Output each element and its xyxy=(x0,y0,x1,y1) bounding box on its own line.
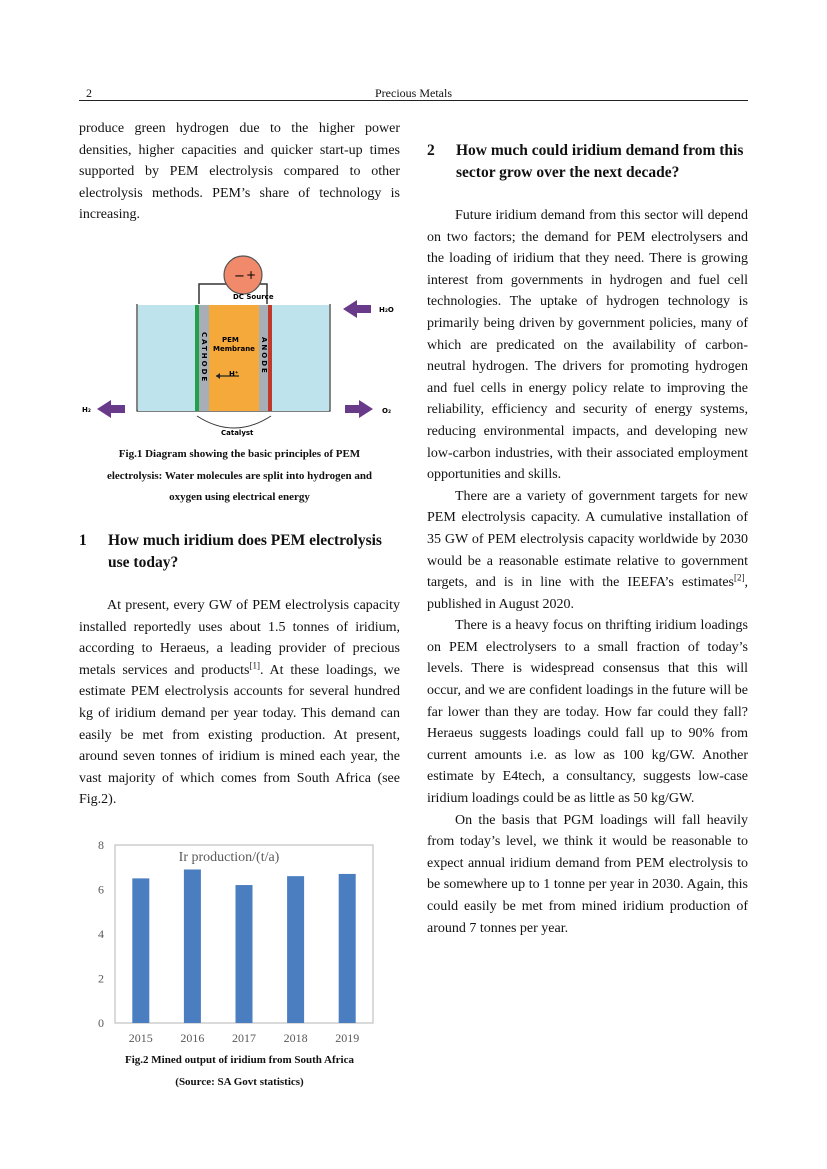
bar-2018 xyxy=(287,876,304,1023)
minus-sign: − xyxy=(234,269,245,284)
figure-2-caption-line: Fig.2 Mined output of iridium from South Africa xyxy=(125,1054,354,1066)
x-tick-label: 2015 xyxy=(128,1031,153,1045)
intro-paragraph: produce green hydrogen due to the higher power densities, higher capacities and quicker start-up times supported by PEM electrolysis compared to other electrolysis methods. PEM’s share of technology is increasing. xyxy=(79,121,400,223)
h2o-inlet-arrow xyxy=(343,300,371,318)
h2-label: H₂ xyxy=(82,406,91,414)
section-2-p2-text-a: There are a variety of government targets for new PEM electrolysis capacity. A cumulative installation of 35 GW of PEM electrolysis capacity worldwide by 2030 would be a reasonable estimate relative to government targets, and is in line with the IEEFA’s estimates xyxy=(427,488,748,591)
section-1-text-a: At present, every GW of PEM electrolysis capacity installed reportedly uses about 1.5 tonnes of iridium, according to Heraeus, a leading provider of precious metals services and products xyxy=(79,598,400,678)
chart-title: Ir production/(t/a) xyxy=(178,850,280,865)
figure-1-caption-line: electrolysis: Water molecules are split into hydrogen and xyxy=(106,469,373,482)
y-tick-label: 6 xyxy=(98,882,104,897)
iridium-production-bar-chart xyxy=(79,833,400,1055)
x-tick-label: 2016 xyxy=(180,1031,205,1045)
plus-sign: + xyxy=(246,268,257,282)
left-column-intro xyxy=(79,118,400,226)
proton-label: H⁺ xyxy=(229,370,239,378)
page-number: 2 xyxy=(86,86,92,100)
section-2-title: How much could iridium demand from this sector grow over the next decade? xyxy=(456,142,744,181)
bar-2015 xyxy=(132,878,149,1023)
pem-electrolysis-diagram xyxy=(79,254,400,444)
section-2-paragraph-1: Future iridium demand from this sector will depend on two factors; the demand for PEM electrolysers and the loading of iridium that they need. There is growing interest from governments in hydrogen and fuel cell technologies. The uptake of hydrogen technology is primarily being driven by government policies, many of which are predicated on the availability of carbon-neutral hydrogen. The drivers for promoting hydrogen and fuel cells in energy policy relate to improving the reliability, efficiency and security of energy systems, reducing environmental impacts, and developing new low-carbon industries, with their associated employment opportunities and skills. xyxy=(427,208,748,483)
x-tick-label: 2018 xyxy=(283,1031,308,1045)
figure-2-chart xyxy=(79,833,400,1055)
section-2-p2-text-b: , published in August 2020. xyxy=(427,575,748,612)
section-2-body xyxy=(427,205,748,939)
anode-electrode xyxy=(268,305,272,411)
y-tick-label: 2 xyxy=(98,971,104,986)
figure-1-diagram xyxy=(79,254,400,444)
y-tick-label: 8 xyxy=(98,838,104,852)
bar-2019 xyxy=(339,874,356,1023)
figure-1-caption-line: Fig.1 Diagram showing the basic principles of PEM xyxy=(118,448,361,460)
anode-label: ANODE xyxy=(260,337,268,375)
section-1-body xyxy=(79,595,400,811)
y-tick-label: 4 xyxy=(98,927,104,941)
figure-1-caption xyxy=(79,444,400,509)
dc-source-label: DC Source xyxy=(233,293,274,301)
cathode-chamber xyxy=(138,305,198,411)
pem-label: PEM xyxy=(222,336,239,344)
cathode-label: CATHODE xyxy=(200,332,208,384)
cathode-electrode xyxy=(195,305,199,411)
section-2-number: 2 xyxy=(427,142,435,159)
section-2-heading xyxy=(427,140,748,184)
figure-1-caption-line: oxygen using electrical energy xyxy=(169,491,310,503)
o2-label: O₂ xyxy=(382,407,392,415)
figure-2-caption xyxy=(79,1050,400,1093)
h2o-label: H₂O xyxy=(379,306,394,314)
o2-outlet-arrow xyxy=(345,400,373,418)
wire-left xyxy=(199,284,227,304)
h2-outlet-arrow xyxy=(97,400,125,418)
figure-2-caption-line: (Source: SA Govt statistics) xyxy=(175,1075,304,1088)
header-rule xyxy=(79,100,748,101)
section-2-paragraph-4: On the basis that PGM loadings will fall heavily from today’s level, we think it would be reasonable to expect annual iridium demand from PEM electrolysis to be somewhere up to 1 tonne per year in 2030. Again, this could easily be met from mined iridium production of around 7 tonnes per year. xyxy=(427,812,748,936)
bar-2017 xyxy=(236,885,253,1023)
membrane-label: Membrane xyxy=(213,345,255,353)
journal-title: Precious Metals xyxy=(375,86,452,100)
section-1-number: 1 xyxy=(79,532,87,549)
pem-membrane xyxy=(209,305,259,411)
y-tick-label: 0 xyxy=(98,1016,104,1030)
x-tick-label: 2017 xyxy=(232,1031,256,1045)
section-2-paragraph-3: There is a heavy focus on thrifting iridium loadings on PEM electrolysers to a small fraction of today’s levels. There is widespread consensus that this will occur, and we are confident loadings in the future will be far lower than they are today. How far could they fall? Heraeus suggests loadings could fall up to 90% from current amounts i.e. as low as 100 kg/GW. Another estimate by E4tech, a consultancy, suggests low-case iridium loadings could be as little as 50 kg/GW. xyxy=(427,618,748,807)
section-1-title: How much iridium does PEM electrolysis use today? xyxy=(108,532,382,571)
section-1-text-b: . At these loadings, we estimate PEM electrolysis accounts for several hundred kg of iridium demand per year today. This demand can easily be met from existing production. At present, around seven tonnes of iridium is mined each year, the vast majority of which comes from South Africa (see Fig.2). xyxy=(79,662,400,808)
bar-2016 xyxy=(184,869,201,1023)
anode-chamber xyxy=(270,305,329,411)
reference-2[interactable]: [2] xyxy=(734,572,745,583)
section-1-paragraph xyxy=(79,595,400,811)
catalyst-bracket xyxy=(197,416,271,428)
reference-1[interactable]: [1] xyxy=(249,660,260,671)
section-1-heading xyxy=(79,530,400,574)
x-tick-label: 2019 xyxy=(335,1031,360,1045)
catalyst-label: Catalyst xyxy=(221,429,254,437)
section-2-paragraph-2 xyxy=(427,486,748,616)
